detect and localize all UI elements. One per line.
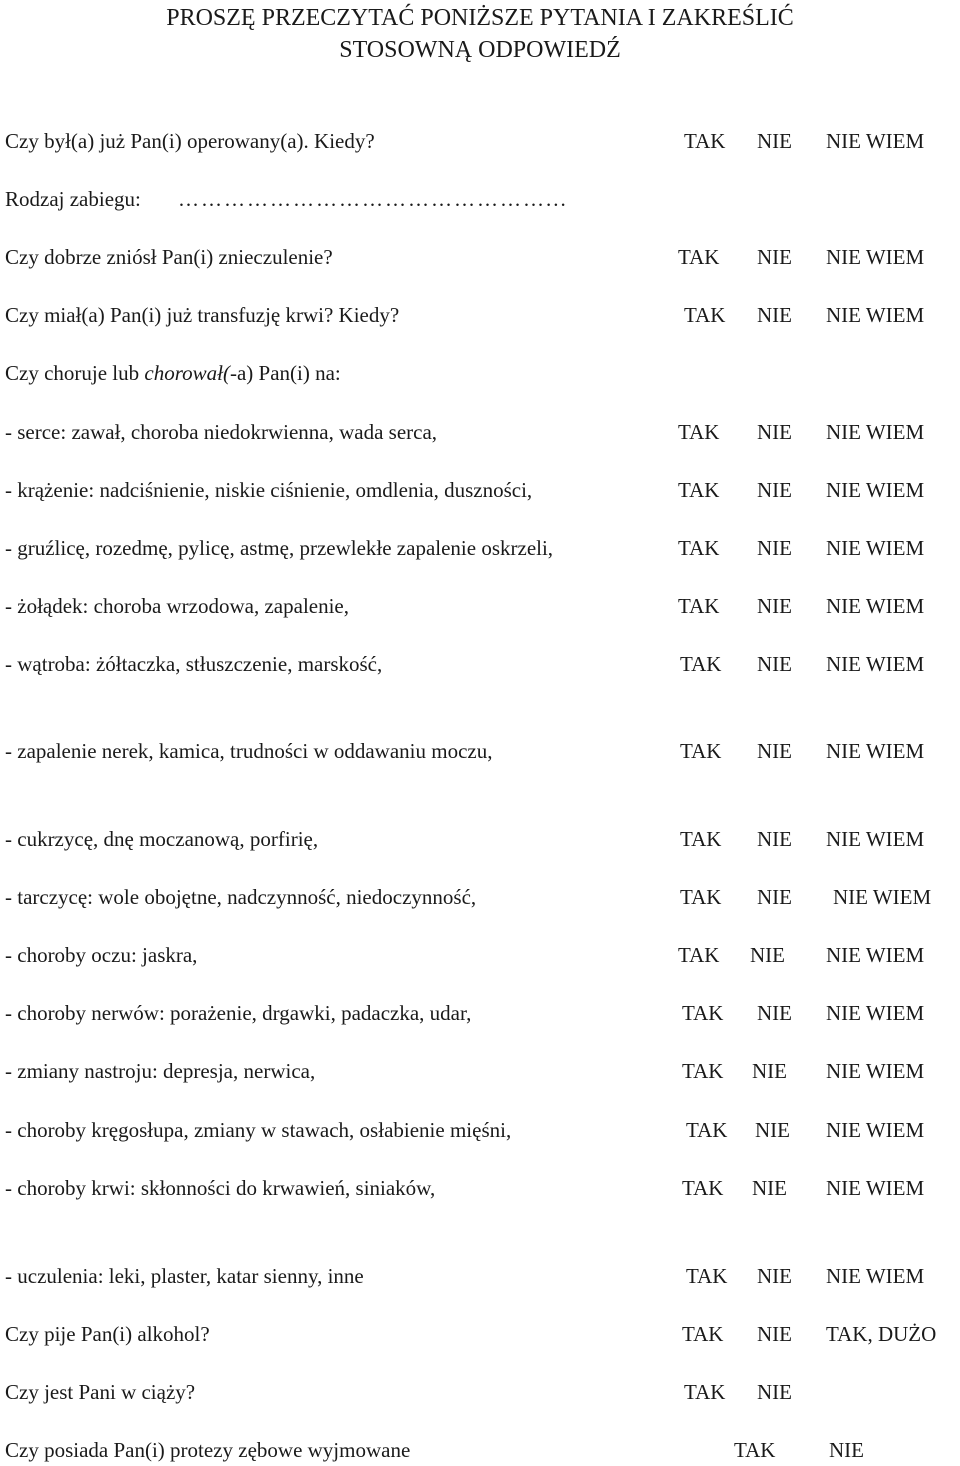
question-row-krazenie <box>0 475 960 505</box>
answer-nie[interactable]: NIE <box>757 1380 792 1404</box>
answer-nie-wiem[interactable]: NIE WIEM <box>826 1001 925 1025</box>
question-text: Rodzaj zabiegu: <box>5 187 141 211</box>
question-row-transfuzja <box>0 300 960 330</box>
question-row-watroba <box>0 649 960 679</box>
answer-nie[interactable]: NIE <box>757 420 792 444</box>
answer-nie-wiem[interactable]: NIE WIEM <box>826 1059 925 1083</box>
question-row-krew <box>0 1173 960 1203</box>
answer-nie-wiem[interactable]: NIE WIEM <box>826 1118 925 1142</box>
answer-tak[interactable]: TAK <box>680 652 722 676</box>
answer-nie-wiem[interactable]: NIE WIEM <box>826 129 925 153</box>
answer-nie[interactable]: NIE <box>757 885 792 909</box>
question-row-gruzlica <box>0 533 960 563</box>
question-text: - zapalenie nerek, kamica, trudności w oddawaniu moczu, <box>5 739 493 763</box>
title-line-1: PROSZĘ PRZECZYTAĆ PONIŻSZE PYTANIA I ZAKREŚLIĆ <box>166 5 794 31</box>
answer-nie-wiem[interactable]: NIE WIEM <box>826 827 925 851</box>
question-text: Czy pije Pan(i) alkohol? <box>5 1322 210 1346</box>
answer-tak[interactable]: TAK <box>682 1001 724 1025</box>
section-heading-choroby <box>0 358 960 388</box>
answer-tak[interactable]: TAK <box>680 739 722 763</box>
answer-tak[interactable]: TAK <box>678 245 720 269</box>
question-text <box>5 358 341 388</box>
answer-nie[interactable]: NIE <box>757 1001 792 1025</box>
answer-nie-wiem[interactable]: NIE WIEM <box>826 420 925 444</box>
question-text: - wątroba: żółtaczka, stłuszczenie, marskość, <box>5 652 383 676</box>
answer-nie[interactable]: NIE <box>752 1176 787 1200</box>
answer-nie-wiem[interactable]: NIE WIEM <box>826 943 925 967</box>
heading-italic: chorował( <box>144 361 230 385</box>
answer-nie[interactable]: NIE <box>757 536 792 560</box>
question-row-nerki <box>0 736 960 766</box>
answer-nie[interactable]: NIE <box>755 1118 790 1142</box>
question-row-ciaza <box>0 1377 960 1407</box>
answer-nie-wiem[interactable]: NIE WIEM <box>826 1264 925 1288</box>
answer-nie[interactable]: NIE <box>757 739 792 763</box>
question-row-tarczyca <box>0 882 960 912</box>
answer-nie[interactable]: NIE <box>750 943 785 967</box>
question-text: - choroby krwi: skłonności do krwawień, siniaków, <box>5 1176 436 1200</box>
answer-nie-wiem[interactable]: NIE WIEM <box>826 536 925 560</box>
answer-nie-wiem[interactable]: NIE WIEM <box>826 245 925 269</box>
question-row-cukrzyca <box>0 824 960 854</box>
question-text: - zmiany nastroju: depresja, nerwica, <box>5 1059 316 1083</box>
question-text: - żołądek: choroba wrzodowa, zapalenie, <box>5 594 349 618</box>
question-row-alkohol <box>0 1319 960 1349</box>
answer-nie[interactable]: NIE <box>757 478 792 502</box>
answer-nie[interactable]: NIE <box>757 594 792 618</box>
answer-tak[interactable]: TAK <box>682 1176 724 1200</box>
question-row-oczy <box>0 940 960 970</box>
question-text: - uczulenia: leki, plaster, katar sienny, inne <box>5 1264 364 1288</box>
answer-tak[interactable]: TAK <box>678 594 720 618</box>
question-row-serce <box>0 417 960 447</box>
title-line-2: STOSOWNĄ ODPOWIEDŹ <box>339 37 621 63</box>
fill-in-line[interactable]: …………………………………………... <box>178 187 568 211</box>
answer-tak[interactable]: TAK <box>684 1380 726 1404</box>
answer-nie[interactable]: NIE <box>757 245 792 269</box>
answer-nie-wiem[interactable]: NIE WIEM <box>833 885 932 909</box>
question-text: Czy był(a) już Pan(i) operowany(a). Kiedy? <box>5 129 375 153</box>
answer-tak[interactable]: TAK <box>682 1059 724 1083</box>
answer-nie[interactable]: NIE <box>757 1264 792 1288</box>
question-row-operowany <box>0 126 960 156</box>
heading-post: -a) Pan(i) na: <box>229 361 341 385</box>
answer-nie[interactable]: NIE <box>757 827 792 851</box>
question-text: Czy jest Pani w ciąży? <box>5 1380 196 1404</box>
answer-tak[interactable]: TAK <box>682 1322 724 1346</box>
answer-nie[interactable]: NIE <box>757 652 792 676</box>
question-row-rodzaj <box>0 184 960 214</box>
answer-nie-wiem[interactable]: NIE WIEM <box>826 478 925 502</box>
question-text: Czy posiada Pan(i) protezy zębowe wyjmowane <box>5 1438 411 1462</box>
answer-tak[interactable]: TAK <box>684 303 726 327</box>
heading-pre: Czy choruje lub <box>5 361 145 385</box>
question-text: - choroby nerwów: porażenie, drgawki, padaczka, udar, <box>5 1001 472 1025</box>
answer-tak[interactable]: TAK <box>680 827 722 851</box>
question-text: - krążenie: nadciśnienie, niskie ciśnienie, omdlenia, duszności, <box>5 478 533 502</box>
answer-nie[interactable]: NIE <box>757 1322 792 1346</box>
answer-tak[interactable]: TAK <box>678 478 720 502</box>
answer-tak[interactable]: TAK <box>684 129 726 153</box>
answer-tak[interactable]: TAK <box>734 1438 776 1462</box>
question-text: Czy miał(a) Pan(i) już transfuzję krwi? Kiedy? <box>5 303 400 327</box>
answer-tak[interactable]: TAK <box>686 1118 728 1142</box>
answer-nie-wiem[interactable]: NIE WIEM <box>826 652 925 676</box>
question-row-kregoslup <box>0 1115 960 1145</box>
answer-nie-wiem[interactable]: NIE WIEM <box>826 594 925 618</box>
answer-nie-wiem[interactable]: NIE WIEM <box>826 1176 925 1200</box>
question-row-nastroj <box>0 1056 960 1086</box>
answer-tak-duzo[interactable]: TAK, DUŻO <box>826 1322 937 1346</box>
question-text: - tarczycę: wole obojętne, nadczynność, niedoczynność, <box>5 885 477 909</box>
answer-tak[interactable]: TAK <box>680 885 722 909</box>
question-row-znieczulenie <box>0 242 960 272</box>
answer-tak[interactable]: TAK <box>678 943 720 967</box>
answer-nie[interactable]: NIE <box>829 1438 864 1462</box>
question-text: - gruźlicę, rozedmę, pylicę, astmę, przewlekłe zapalenie oskrzeli, <box>5 536 554 560</box>
answer-nie-wiem[interactable]: NIE WIEM <box>826 739 925 763</box>
answer-nie[interactable]: NIE <box>757 303 792 327</box>
answer-nie[interactable]: NIE <box>757 129 792 153</box>
question-row-nerwy <box>0 998 960 1028</box>
question-row-protezy <box>0 1435 960 1465</box>
answer-nie-wiem[interactable]: NIE WIEM <box>826 303 925 327</box>
answer-tak[interactable]: TAK <box>678 536 720 560</box>
question-text: Czy dobrze zniósł Pan(i) znieczulenie? <box>5 245 333 269</box>
question-text: - serce: zawał, choroba niedokrwienna, wada serca, <box>5 420 438 444</box>
question-text: - cukrzycę, dnę moczanową, porfirię, <box>5 827 319 851</box>
answer-tak[interactable]: TAK <box>686 1264 728 1288</box>
answer-tak[interactable]: TAK <box>678 420 720 444</box>
question-text: - choroby oczu: jaskra, <box>5 943 198 967</box>
question-row-uczulenia <box>0 1261 960 1291</box>
question-text: - choroby kręgosłupa, zmiany w stawach, osłabienie mięśni, <box>5 1118 512 1142</box>
question-row-zoladek <box>0 591 960 621</box>
answer-nie[interactable]: NIE <box>752 1059 787 1083</box>
